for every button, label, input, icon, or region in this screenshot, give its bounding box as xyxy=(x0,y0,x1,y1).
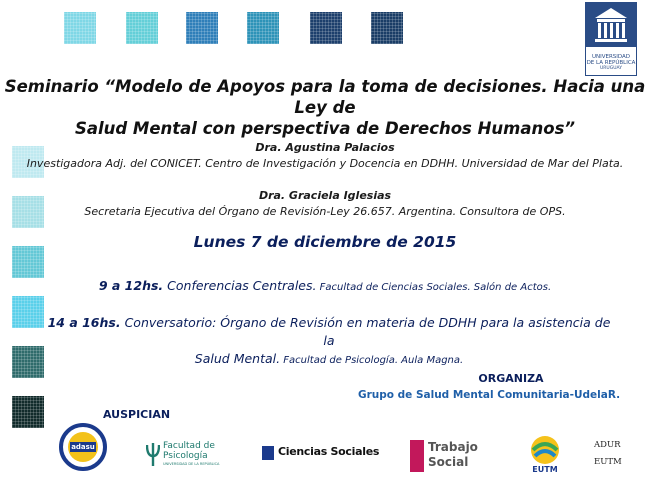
event-date: Lunes 7 de diciembre de 2015 xyxy=(193,233,457,251)
seminar-title-line1: Seminario “Modelo de Apoyos para la toma de decisiones. Hacia una Ley de xyxy=(4,77,646,117)
university-building-icon xyxy=(586,3,636,47)
auspician-label: AUSPICIAN xyxy=(103,408,171,421)
top-square-2 xyxy=(126,12,158,44)
ciencias-sociales-mark-icon xyxy=(262,446,274,460)
udelar-line2: DE LA REPÚBLICA xyxy=(586,60,636,66)
udelar-logo xyxy=(585,2,637,76)
session-1 xyxy=(0,278,650,293)
session-1-detail: Facultad de Ciencias Sociales. Salón de Actos. xyxy=(316,282,552,293)
eutm-plain-text: EUTM xyxy=(594,457,622,467)
organiza-label: ORGANIZA xyxy=(478,372,544,385)
ciencias-sociales-text: Ciencias Sociales xyxy=(278,445,380,458)
speaker-1 xyxy=(0,141,650,170)
speaker-2-role: Secretaria Ejecutiva del Órgano de Revisión-Ley 26.657. Argentina. Consultora de OPS. xyxy=(84,205,566,218)
psi-icon xyxy=(146,442,160,468)
session-2-time: 14 a 16hs. xyxy=(47,315,121,330)
eutm-text: EUTM xyxy=(532,465,558,474)
speaker-1-role: Investigadora Adj. del CONICET. Centro de Investigación y Docencia en DDHH. Universidad de Mar del Plata. xyxy=(26,157,624,170)
udelar-line1: UNIVERSIDAD xyxy=(591,54,631,60)
speaker-1-name: Dra. Agustina Palacios xyxy=(255,141,395,154)
organiza-group: Grupo de Salud Mental Comunitaria-UdelaR. xyxy=(358,389,621,401)
top-square-1 xyxy=(64,12,96,44)
trabajo-social-logo xyxy=(410,440,490,474)
session-2 xyxy=(44,314,614,370)
top-square-5 xyxy=(310,12,342,44)
trabajo-social-line1: Trabajo xyxy=(428,440,478,454)
top-square-3 xyxy=(186,12,218,44)
ciencias-sociales-logo xyxy=(262,444,380,464)
side-square-4 xyxy=(12,296,44,328)
adasu-text: adasu xyxy=(71,443,95,451)
adasu-logo xyxy=(58,418,108,476)
seminar-title-line2: Salud Mental con perspectiva de Derechos Humanos” xyxy=(74,119,576,138)
udelar-line3: URUGUAY xyxy=(600,66,622,71)
psicologia-logo xyxy=(146,440,228,474)
eutm-logo xyxy=(527,434,563,478)
session-2-title: Conversatorio: Órgano de Revisión en materia de DDHH para la asistencia de la xyxy=(120,315,611,348)
seminar-title xyxy=(0,76,650,139)
speaker-2-name: Dra. Graciela Iglesias xyxy=(258,189,392,202)
adur-text: ADUR xyxy=(594,440,621,450)
side-square-6 xyxy=(12,396,44,428)
session-1-title: Conferencias Centrales. xyxy=(163,278,317,293)
session-2-title-cont: Salud Mental. xyxy=(194,351,281,366)
speaker-2 xyxy=(0,189,650,218)
top-square-4 xyxy=(247,12,279,44)
psicologia-line2: Psicología xyxy=(163,451,208,461)
trabajo-social-line2: Social xyxy=(428,455,469,469)
session-1-time: 9 a 12hs. xyxy=(98,278,164,293)
top-square-6 xyxy=(371,12,403,44)
eutm-emblem-icon xyxy=(527,434,563,466)
psicologia-line1: Facultad de xyxy=(163,441,215,451)
psicologia-line3: UNIVERSIDAD DE LA REPÚBLICA xyxy=(163,462,220,466)
trabajo-social-mark-icon xyxy=(410,440,424,472)
session-2-detail: Facultad de Psicología. Aula Magna. xyxy=(280,355,464,366)
side-square-5 xyxy=(12,346,44,378)
